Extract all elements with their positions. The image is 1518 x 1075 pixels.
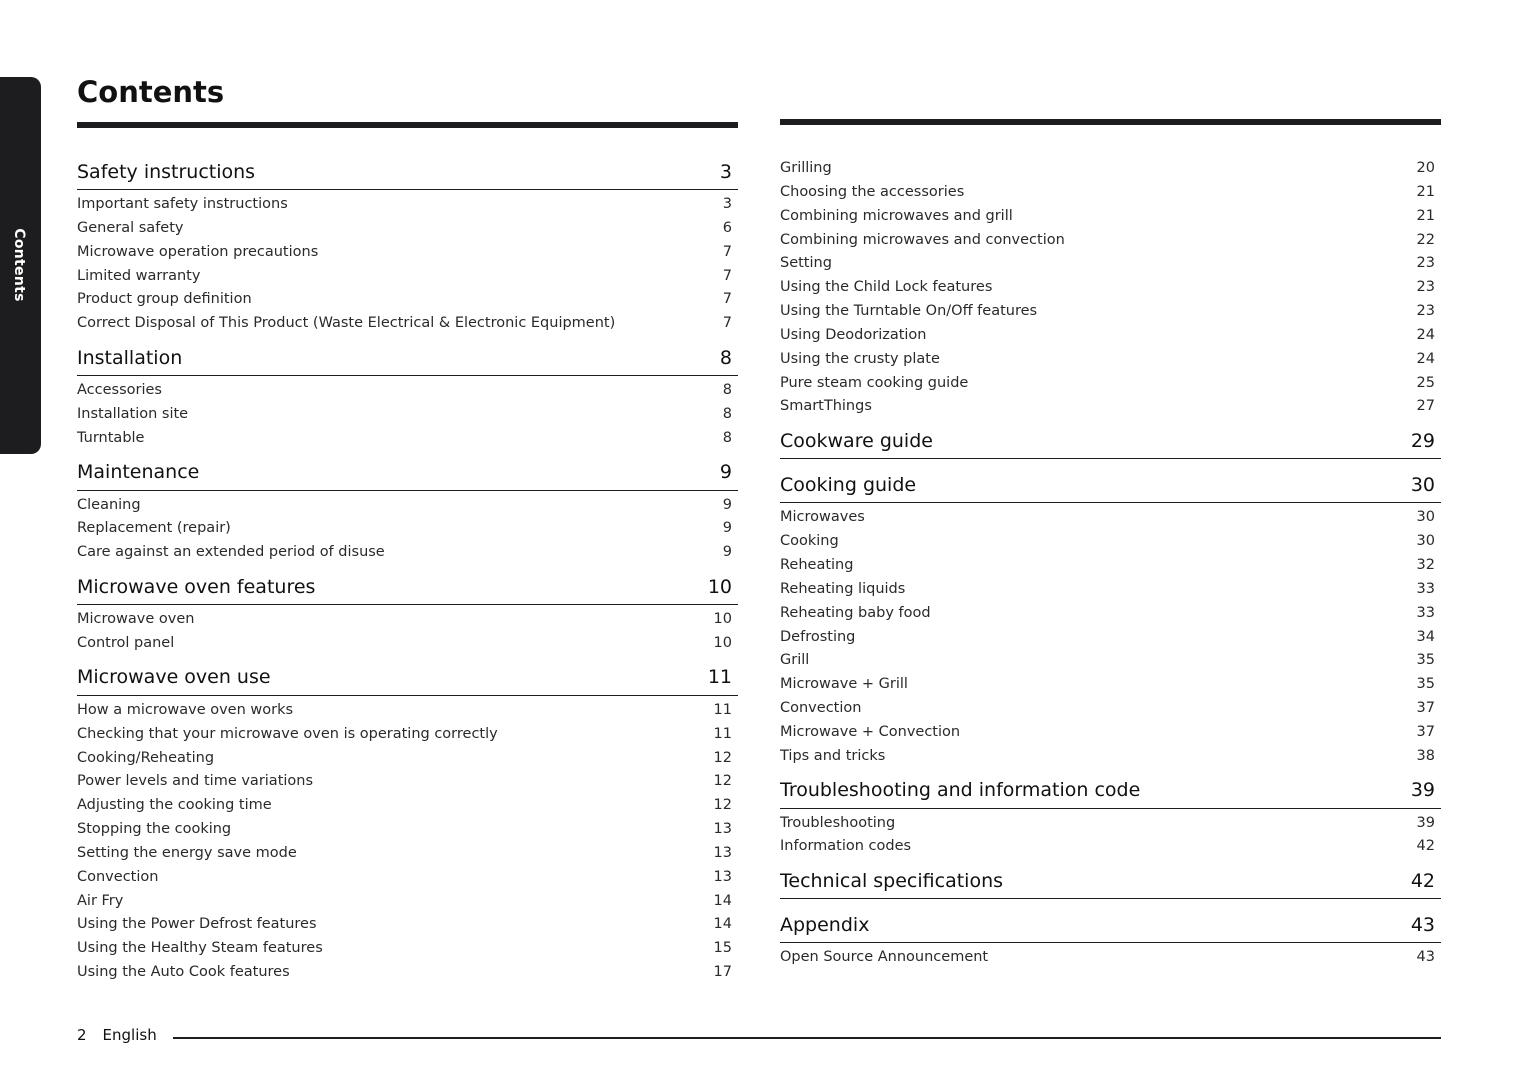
toc-item-page: 37 (1416, 700, 1435, 717)
toc-item[interactable] (77, 288, 738, 312)
toc-item-list (780, 809, 1441, 864)
toc-item-page: 8 (722, 429, 732, 446)
toc-item-label: Cleaning (77, 496, 141, 513)
toc-item-label: Reheating baby food (780, 604, 931, 621)
toc-item-label: Reheating (780, 556, 854, 573)
toc-item-label: Using the Healthy Steam features (77, 940, 323, 957)
toc-item-list (780, 503, 1441, 772)
toc-item-page: 30 (1416, 509, 1435, 526)
toc-item-page: 9 (722, 544, 732, 561)
toc-item-page: 24 (1416, 326, 1435, 343)
toc-item-page: 7 (722, 291, 732, 308)
toc-item-page: 13 (713, 844, 732, 861)
toc-item[interactable] (77, 913, 738, 937)
toc-section-title: Installation (77, 346, 183, 369)
toc-item[interactable] (780, 578, 1441, 602)
toc-item-label: Combining microwaves and grill (780, 207, 1013, 224)
toc-section-page: 3 (719, 160, 732, 183)
toc-item-page: 24 (1416, 350, 1435, 367)
toc-item-page: 20 (1416, 160, 1435, 176)
toc-section-page: 10 (707, 575, 732, 598)
toc-item[interactable] (780, 324, 1441, 348)
toc-item[interactable] (77, 723, 738, 747)
toc-item[interactable] (780, 372, 1441, 396)
toc-item-list (77, 605, 738, 660)
toc-item-page: 12 (713, 797, 732, 814)
toc-item-page: 35 (1416, 676, 1435, 693)
toc-item-label: Limited warranty (77, 267, 201, 284)
footer-language: English (102, 1026, 157, 1044)
toc-item[interactable] (780, 745, 1441, 769)
toc-item-label: Microwave oven (77, 611, 195, 628)
toc-item-label: Checking that your microwave oven is operating correctly (77, 725, 498, 742)
toc-item-label: Setting (780, 255, 832, 272)
toc-item-page: 13 (713, 868, 732, 885)
toc-item[interactable] (77, 217, 738, 241)
toc-item-page: 7 (722, 243, 732, 260)
toc-item[interactable] (77, 794, 738, 818)
page-title: Contents (77, 75, 225, 109)
toc-section-heading[interactable] (780, 863, 1441, 899)
toc-item-label: Defrosting (780, 628, 856, 645)
toc-item[interactable] (77, 241, 738, 265)
toc-item-label: How a microwave oven works (77, 701, 294, 718)
toc-item[interactable] (780, 602, 1441, 626)
toc-item-page: 10 (713, 611, 732, 628)
toc-item[interactable] (77, 961, 738, 985)
toc-item-list (77, 491, 738, 570)
toc-item-label: Using the Child Lock features (780, 279, 993, 296)
toc-item-page: 9 (722, 496, 732, 513)
toc-section-title: Maintenance (77, 461, 200, 484)
toc-section-heading[interactable] (780, 773, 1441, 809)
toc-section-heading[interactable] (77, 455, 738, 491)
toc-item-page: 32 (1416, 556, 1435, 573)
toc-item-page: 25 (1416, 374, 1435, 391)
toc-item[interactable] (780, 812, 1441, 836)
toc-item-label: Choosing the accessories (780, 183, 965, 200)
toc-item-page: 11 (713, 725, 732, 742)
toc-item-label: Care against an extended period of disuse (77, 544, 385, 561)
toc-item[interactable] (780, 506, 1441, 530)
toc-item[interactable] (77, 403, 738, 427)
toc-item[interactable] (780, 530, 1441, 554)
toc-section-page: 9 (719, 461, 732, 484)
toc-item-list (77, 190, 738, 340)
toc-item-page: 6 (722, 219, 732, 236)
toc-section-title: Microwave oven use (77, 666, 271, 689)
toc-item-label: Control panel (77, 634, 175, 651)
toc-item-label: General safety (77, 219, 184, 236)
toc-item-label: Using Deodorization (780, 326, 927, 343)
toc-item-label: Information codes (780, 838, 912, 855)
toc-item-page: 11 (713, 701, 732, 718)
toc-item[interactable] (780, 554, 1441, 578)
toc-item-label: Using the Turntable On/Off features (780, 303, 1038, 320)
toc-item-label: Turntable (77, 429, 145, 446)
toc-item-label: Convection (77, 868, 159, 885)
toc-item[interactable] (780, 626, 1441, 650)
footer-rule (173, 1037, 1441, 1039)
toc-item-page: 23 (1416, 279, 1435, 296)
toc-item-page: 23 (1416, 303, 1435, 320)
toc-left-column (77, 154, 738, 989)
toc-item-page: 9 (722, 520, 732, 537)
toc-right-column (780, 154, 1441, 974)
toc-item-label: Cooking (780, 533, 839, 550)
toc-section-page: 11 (707, 666, 732, 689)
toc-item-page: 17 (713, 964, 732, 981)
toc-item-page: 21 (1416, 183, 1435, 200)
toc-item-label: Air Fry (77, 892, 124, 909)
toc-item-label: Pure steam cooking guide (780, 374, 969, 391)
toc-section-title: Technical specifications (780, 869, 1004, 892)
toc-item[interactable] (77, 842, 738, 866)
toc-item-page: 22 (1416, 231, 1435, 248)
toc-item[interactable] (77, 608, 738, 632)
toc-item[interactable] (77, 699, 738, 723)
toc-item-label: Power levels and time variations (77, 773, 314, 790)
toc-item[interactable] (780, 721, 1441, 745)
toc-item-label: Grill (780, 652, 810, 669)
toc-item[interactable] (77, 937, 738, 961)
toc-item[interactable] (780, 348, 1441, 372)
toc-item[interactable] (780, 395, 1441, 419)
toc-item[interactable] (77, 379, 738, 403)
toc-item-label: Replacement (repair) (77, 520, 231, 537)
toc-item-label: Grilling (780, 160, 832, 176)
toc-item-page: 42 (1416, 838, 1435, 855)
toc-section-heading[interactable] (77, 569, 738, 605)
toc-section-page: 42 (1410, 869, 1435, 892)
toc-item-label: Using the crusty plate (780, 350, 940, 367)
side-tab-label: Contents (11, 228, 27, 302)
toc-item[interactable] (780, 673, 1441, 697)
toc-item-label: Microwave + Grill (780, 676, 908, 693)
toc-item[interactable] (780, 157, 1441, 181)
toc-item-label: Setting the energy save mode (77, 844, 297, 861)
toc-item-label: Tips and tricks (780, 747, 886, 764)
toc-item-page: 27 (1416, 398, 1435, 415)
toc-item-label: Adjusting the cooking time (77, 797, 272, 814)
toc-item-label: Stopping the cooking (77, 821, 232, 838)
toc-section-title: Safety instructions (77, 160, 256, 183)
toc-section-title: Appendix (780, 913, 870, 936)
toc-item[interactable] (77, 427, 738, 451)
toc-item-page: 12 (713, 749, 732, 766)
toc-item-label: SmartThings (780, 398, 872, 415)
toc-item-label: Reheating liquids (780, 580, 906, 597)
toc-item[interactable] (780, 181, 1441, 205)
toc-item-label: Using the Auto Cook features (77, 964, 290, 981)
toc-section-heading[interactable] (780, 907, 1441, 943)
toc-item-label: Important safety instructions (77, 196, 288, 212)
title-rule-right (780, 119, 1441, 125)
toc-section-heading[interactable] (780, 423, 1441, 459)
toc-item-page: 7 (722, 267, 732, 284)
toc-item[interactable] (77, 747, 738, 771)
toc-continued-list (780, 154, 1441, 423)
toc-item-label: Open Source Announcement (780, 949, 989, 966)
toc-section-heading[interactable] (780, 467, 1441, 503)
toc-section-page: 8 (719, 346, 732, 369)
footer-page-number: 2 (77, 1026, 87, 1044)
toc-item[interactable] (77, 818, 738, 842)
toc-item-page: 38 (1416, 747, 1435, 764)
toc-item-page: 34 (1416, 628, 1435, 645)
toc-item-page: 8 (722, 405, 732, 422)
toc-item-page: 37 (1416, 723, 1435, 740)
toc-item[interactable] (780, 649, 1441, 673)
toc-item[interactable] (77, 517, 738, 541)
toc-item[interactable] (780, 697, 1441, 721)
toc-item-page: 7 (722, 315, 732, 332)
toc-item-label: Troubleshooting (780, 814, 896, 831)
toc-item-label: Cooking/Reheating (77, 749, 215, 766)
toc-item-label: Product group definition (77, 291, 252, 308)
toc-item-label: Microwave operation precautions (77, 243, 319, 260)
toc-item[interactable] (780, 205, 1441, 229)
toc-item-page: 39 (1416, 814, 1435, 831)
toc-item[interactable] (780, 229, 1441, 253)
toc-section-title: Troubleshooting and information code (780, 779, 1141, 802)
toc-item[interactable] (780, 300, 1441, 324)
toc-item-list (77, 696, 738, 989)
toc-item-page: 13 (713, 821, 732, 838)
toc-item[interactable] (77, 890, 738, 914)
toc-item[interactable] (780, 946, 1441, 970)
toc-item[interactable] (780, 252, 1441, 276)
toc-item[interactable] (77, 632, 738, 656)
toc-item[interactable] (77, 193, 738, 217)
toc-item-label: Microwaves (780, 509, 865, 526)
toc-item-label: Accessories (77, 382, 162, 399)
toc-item-label: Using the Power Defrost features (77, 916, 317, 933)
toc-item-page: 10 (713, 634, 732, 651)
toc-section-title: Cooking guide (780, 473, 917, 496)
title-rule-left (77, 122, 738, 128)
toc-section-title: Cookware guide (780, 429, 933, 452)
toc-section-page: 39 (1410, 779, 1435, 802)
toc-item-page: 33 (1416, 580, 1435, 597)
toc-item-page: 33 (1416, 604, 1435, 621)
toc-item-page: 21 (1416, 207, 1435, 224)
toc-item-label: Correct Disposal of This Product (Waste Electrical & Electronic Equipment) (77, 315, 616, 332)
toc-item-page: 3 (722, 196, 732, 212)
toc-item[interactable] (780, 835, 1441, 859)
toc-item-list (77, 376, 738, 455)
toc-item[interactable] (77, 541, 738, 565)
toc-item-page: 8 (722, 382, 732, 399)
toc-item-page: 15 (713, 940, 732, 957)
toc-item-page: 14 (713, 916, 732, 933)
toc-item-page: 12 (713, 773, 732, 790)
toc-item-list (780, 943, 1441, 974)
toc-item[interactable] (77, 494, 738, 518)
toc-item[interactable] (77, 265, 738, 289)
page-footer (77, 1026, 157, 1044)
toc-item-label: Convection (780, 700, 862, 717)
toc-item-page: 35 (1416, 652, 1435, 669)
toc-item-page: 43 (1416, 949, 1435, 966)
toc-section-heading[interactable] (77, 660, 738, 696)
toc-section-title: Microwave oven features (77, 575, 316, 598)
toc-section-page: 43 (1410, 913, 1435, 936)
toc-item-page: 30 (1416, 533, 1435, 550)
toc-section-heading[interactable] (77, 154, 738, 190)
toc-item[interactable] (77, 312, 738, 336)
toc-section-heading[interactable] (77, 340, 738, 376)
toc-item-label: Combining microwaves and convection (780, 231, 1065, 248)
toc-item[interactable] (780, 276, 1441, 300)
toc-item-label: Microwave + Convection (780, 723, 961, 740)
toc-item-page: 14 (713, 892, 732, 909)
toc-section-page: 29 (1410, 429, 1435, 452)
toc-item-label: Installation site (77, 405, 189, 422)
toc-section-page: 30 (1410, 473, 1435, 496)
toc-item[interactable] (77, 866, 738, 890)
toc-item[interactable] (77, 770, 738, 794)
toc-item-page: 23 (1416, 255, 1435, 272)
